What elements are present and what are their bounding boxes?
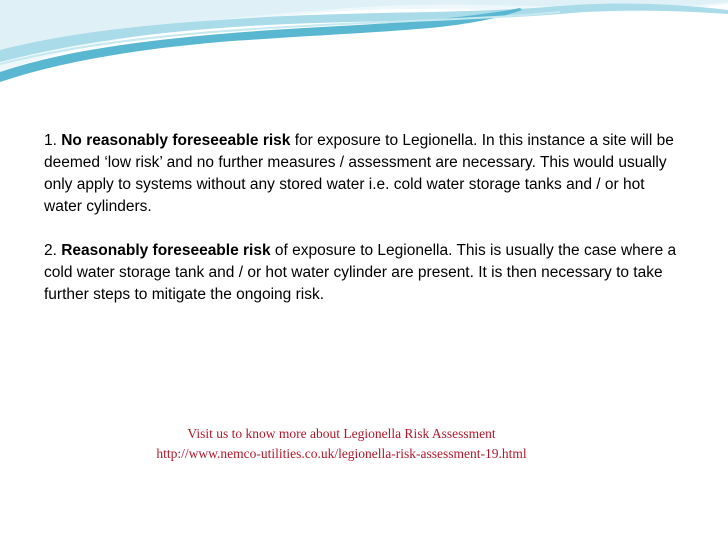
paragraph-text: of exposure to Legionella. This is usually the case where a cold water storage tank and / or hot water cylinder are present. It is then necessary to take further steps to mitigate the ongoing risk.: [44, 242, 677, 303]
risk-paragraph-2: [44, 240, 684, 306]
paragraph-text: for exposure to Legionella. In this instance a site will be deemed ‘low risk’ and no further measures / assessment are necessary. This would usually only apply to systems without any stored water i.e. cold water storage tanks and / or hot water cylinders.: [44, 132, 674, 215]
footer-link[interactable]: http://www.nemco-utilities.co.uk/legionella-risk-assessment-19.html: [156, 446, 527, 461]
risk-heading-foreseeable-risk: Reasonably foreseeable risk: [61, 242, 271, 259]
footer: [0, 424, 683, 464]
main-content: [44, 130, 684, 328]
risk-heading-no-risk: No reasonably foreseeable risk: [61, 132, 291, 149]
header-wave-decoration: [0, 0, 728, 100]
paragraph-number: 1.: [44, 132, 62, 149]
risk-paragraph-1: [44, 130, 684, 218]
paragraph-number: 2.: [44, 242, 62, 259]
footer-visit-text: Visit us to know more about Legionella Risk Assessment: [187, 426, 496, 441]
